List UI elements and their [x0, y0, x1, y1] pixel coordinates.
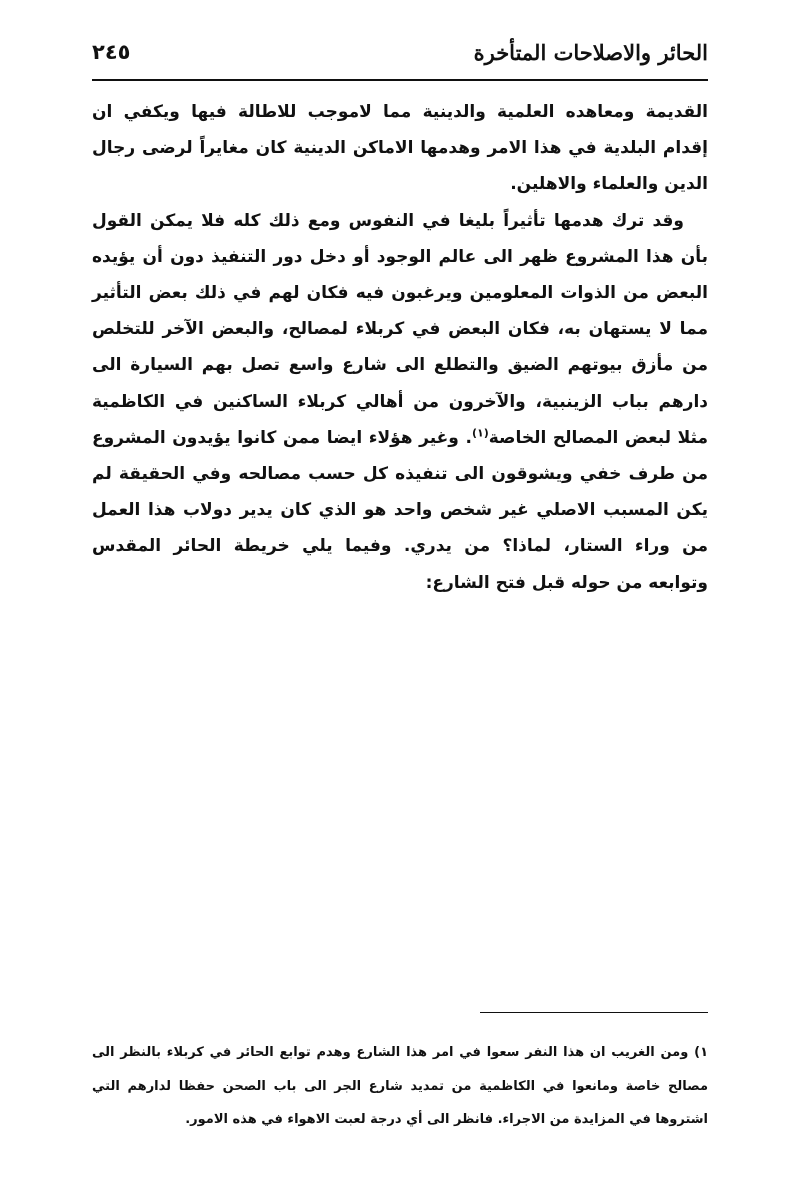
footnote-separator — [480, 1012, 708, 1013]
paragraph-1 — [92, 94, 708, 203]
body-text — [92, 94, 708, 601]
footnote — [92, 1036, 708, 1137]
paragraph-2 — [92, 203, 708, 601]
footnote-reference: (١) — [471, 426, 489, 440]
header-rule — [92, 79, 708, 81]
page-header — [92, 36, 708, 80]
footnote-text: ١) ومن الغريب ان هذا النفر سعوا في امر هذا الشارع وهدم توابع الحائر في كربلاء بالنظر الى مصالح خاصة ومانعوا في الكاظمية من تمديد شارع الجر الى باب الصحن حفظا لدارهم التي اشتروها في المزايدة من الاجراء. فانظر الى أي درجة لعبت الاهواء في هذه الامور. — [92, 1045, 708, 1127]
paragraph-2-text-after: . وغير هؤلاء ايضا ممن كانوا يؤيدون المشروع من طرف خفي ويشوقون الى تنفيذه كل حسب مصالحه وفي الحقيقة لم يكن المسبب الاصلي غير شخص واحد هو الذي كان يدير دولاب هذا العمل من وراء الستار، لماذا؟ من يدري. وفيما يلي خريطة الحائر المقدس وتوابعه من حوله قبل فتح الشارع: — [92, 427, 708, 593]
paragraph-1-text: القديمة ومعاهده العلمية والدينية مما لاموجب للاطالة فيها ويكفي ان إقدام البلدية في هذا الامر وهدمها الاماكن الدينية كان مغايراً لرضى رجال الدين والعلماء والاهلين. — [92, 102, 708, 195]
running-title: الحائر والاصلاحات المتأخرة — [473, 40, 708, 65]
page-number: ٢٤٥ — [92, 40, 131, 64]
paragraph-2-text-before: وقد ترك هدمها تأثيراً بليغا في النفوس ومع ذلك كله فلا يمكن القول بأن هذا المشروع ظهر الى عالم الوجود أو دخل دور التنفيذ دون أن يؤيده البعض من الذوات المعلومين ويرغبون فيه فكان لهم في ذلك بعض التأثير مما لا يستهان به، فكان البعض في كربلاء لمصالح، والبعض الآخر للتخلص من مأزق بيوتهم الضيق والتطلع الى شارع واسع تصل بهم السيارة الى دارهم بباب الزينبية، والآخرون من أهالي كربلاء الساكنين في الكاظمية مثلا لبعض المصالح الخاصة — [92, 210, 709, 448]
